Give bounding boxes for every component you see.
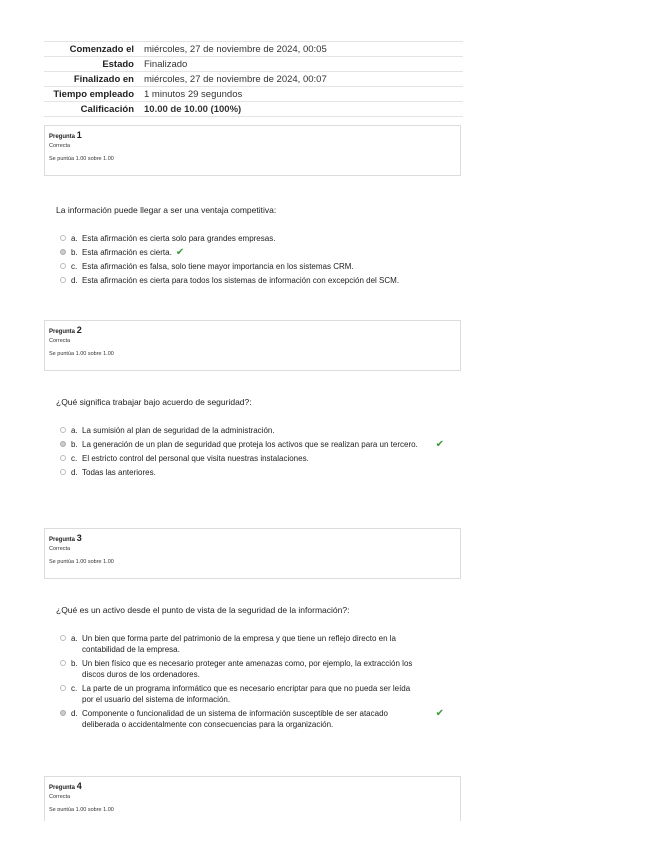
question-number-value: 3 [76, 533, 82, 543]
summary-value: miércoles, 27 de noviembre de 2024, 00:07 [144, 72, 463, 87]
summary-value: 10.00 de 10.00 (100%) [144, 102, 463, 117]
answer-option[interactable] [60, 439, 460, 450]
answer-option[interactable] [60, 658, 460, 680]
answer-option[interactable] [60, 708, 460, 730]
question-label: Pregunta [49, 537, 76, 543]
option-letter: c. [71, 454, 78, 463]
option-letter: b. [71, 659, 78, 668]
option-text: La sumisión al plan de seguridad de la administración. [82, 426, 275, 435]
answer-option[interactable] [60, 233, 460, 244]
answer-option[interactable] [60, 425, 460, 436]
question-grade: Se puntúa 1.00 sobre 1.00 [49, 156, 114, 162]
question-label: Pregunta [49, 785, 76, 791]
question-number [49, 781, 456, 793]
option-letter: b. [71, 440, 78, 449]
question-number [49, 533, 456, 545]
option-letter: a. [71, 634, 78, 643]
answer-option[interactable] [60, 633, 460, 655]
answer-list [60, 233, 460, 289]
radio-button[interactable] [60, 710, 66, 716]
summary-key: Estado [44, 57, 144, 72]
question-grade: Se puntúa 1.00 sobre 1.00 [49, 807, 114, 811]
option-letter: d. [71, 468, 78, 477]
radio-button[interactable] [60, 685, 66, 691]
option-text: Un bien físico que es necesario proteger ante amenazas como, por ejemplo, la extracción los discos duros de los ordenadores. [82, 659, 413, 679]
option-text: Esta afirmación es cierta. [82, 248, 172, 257]
summary-key: Calificación [44, 102, 144, 117]
question-info-box [44, 528, 461, 579]
radio-button[interactable] [60, 469, 66, 475]
answer-option[interactable] [60, 247, 460, 258]
summary-value: miércoles, 27 de noviembre de 2024, 00:05 [144, 42, 463, 57]
summary-key: Comenzado el [44, 42, 144, 57]
option-letter: c. [71, 684, 78, 693]
radio-button[interactable] [60, 263, 66, 269]
question-number-value: 1 [76, 130, 82, 140]
summary-key: Finalizado en [44, 72, 144, 87]
attempt-summary-table [44, 41, 463, 117]
radio-button[interactable] [60, 660, 66, 666]
radio-button[interactable] [60, 235, 66, 241]
question-text: La información puede llegar a ser una ventaja competitiva: [56, 205, 277, 215]
option-text: Componente o funcionalidad de un sistema de información susceptible de ser atacado deliberada o accidentalmente con consecuencias para la organización. [82, 709, 388, 729]
check-icon: ✔ [435, 439, 444, 450]
question-info-box [44, 320, 461, 371]
question-status: Correcta [49, 338, 71, 344]
question-number [49, 325, 456, 337]
option-letter: d. [71, 709, 78, 718]
radio-button[interactable] [60, 249, 66, 255]
question-status: Correcta [49, 794, 71, 800]
answer-option[interactable] [60, 683, 460, 705]
radio-button[interactable] [60, 427, 66, 433]
option-letter: d. [71, 276, 78, 285]
option-letter: a. [71, 426, 78, 435]
question-info-box [44, 125, 461, 176]
question-grade: Se puntúa 1.00 sobre 1.00 [49, 351, 114, 357]
question-info-box [44, 776, 461, 821]
summary-key: Tiempo empleado [44, 87, 144, 102]
summary-value: 1 minutos 29 segundos [144, 87, 463, 102]
option-text: Un bien que forma parte del patrimonio de la empresa y que tiene un reflejo directo en la contabilidad de la empresa. [82, 634, 396, 654]
question-number [49, 130, 456, 142]
summary-value: Finalizado [144, 57, 463, 72]
question-text: ¿Qué es un activo desde el punto de vista de la seguridad de la información?: [56, 605, 350, 615]
answer-option[interactable] [60, 453, 460, 464]
question-label: Pregunta [49, 134, 76, 140]
summary-row [44, 57, 463, 72]
option-text: Todas las anteriores. [82, 468, 156, 477]
question-grade: Se puntúa 1.00 sobre 1.00 [49, 559, 114, 565]
radio-button[interactable] [60, 455, 66, 461]
answer-list [60, 633, 460, 733]
radio-button[interactable] [60, 277, 66, 283]
summary-row [44, 72, 463, 87]
option-text: Esta afirmación es falsa, solo tiene mayor importancia en los sistemas CRM. [82, 262, 354, 271]
option-text: El estricto control del personal que visita nuestras instalaciones. [82, 454, 309, 463]
option-letter: b. [71, 248, 78, 257]
option-letter: a. [71, 234, 78, 243]
option-text: La parte de un programa informático que es necesario encriptar para que no pueda ser leída por el usuario del sistema de información. [82, 684, 411, 704]
question-status: Correcta [49, 546, 71, 552]
summary-row [44, 87, 463, 102]
radio-button[interactable] [60, 441, 66, 447]
option-text: La generación de un plan de seguridad que proteja los activos que se realizan para un tercero. [82, 440, 418, 449]
option-letter: c. [71, 262, 78, 271]
question-text: ¿Qué significa trabajar bajo acuerdo de seguridad?: [56, 397, 252, 407]
question-label: Pregunta [49, 329, 76, 335]
check-icon: ✔ [435, 708, 444, 719]
answer-option[interactable] [60, 275, 460, 286]
answer-list [60, 425, 460, 481]
answer-option[interactable] [60, 467, 460, 478]
question-number-value: 4 [76, 781, 82, 791]
summary-row [44, 42, 463, 57]
summary-row [44, 102, 463, 117]
option-text: Esta afirmación es cierta para todos los sistemas de información con excepción del SCM. [82, 276, 400, 285]
question-number-value: 2 [76, 325, 82, 335]
option-text: Esta afirmación es cierta solo para grandes empresas. [82, 234, 276, 243]
question-status: Correcta [49, 143, 71, 149]
answer-option[interactable] [60, 261, 460, 272]
check-icon: ✔ [175, 247, 185, 258]
radio-button[interactable] [60, 635, 66, 641]
